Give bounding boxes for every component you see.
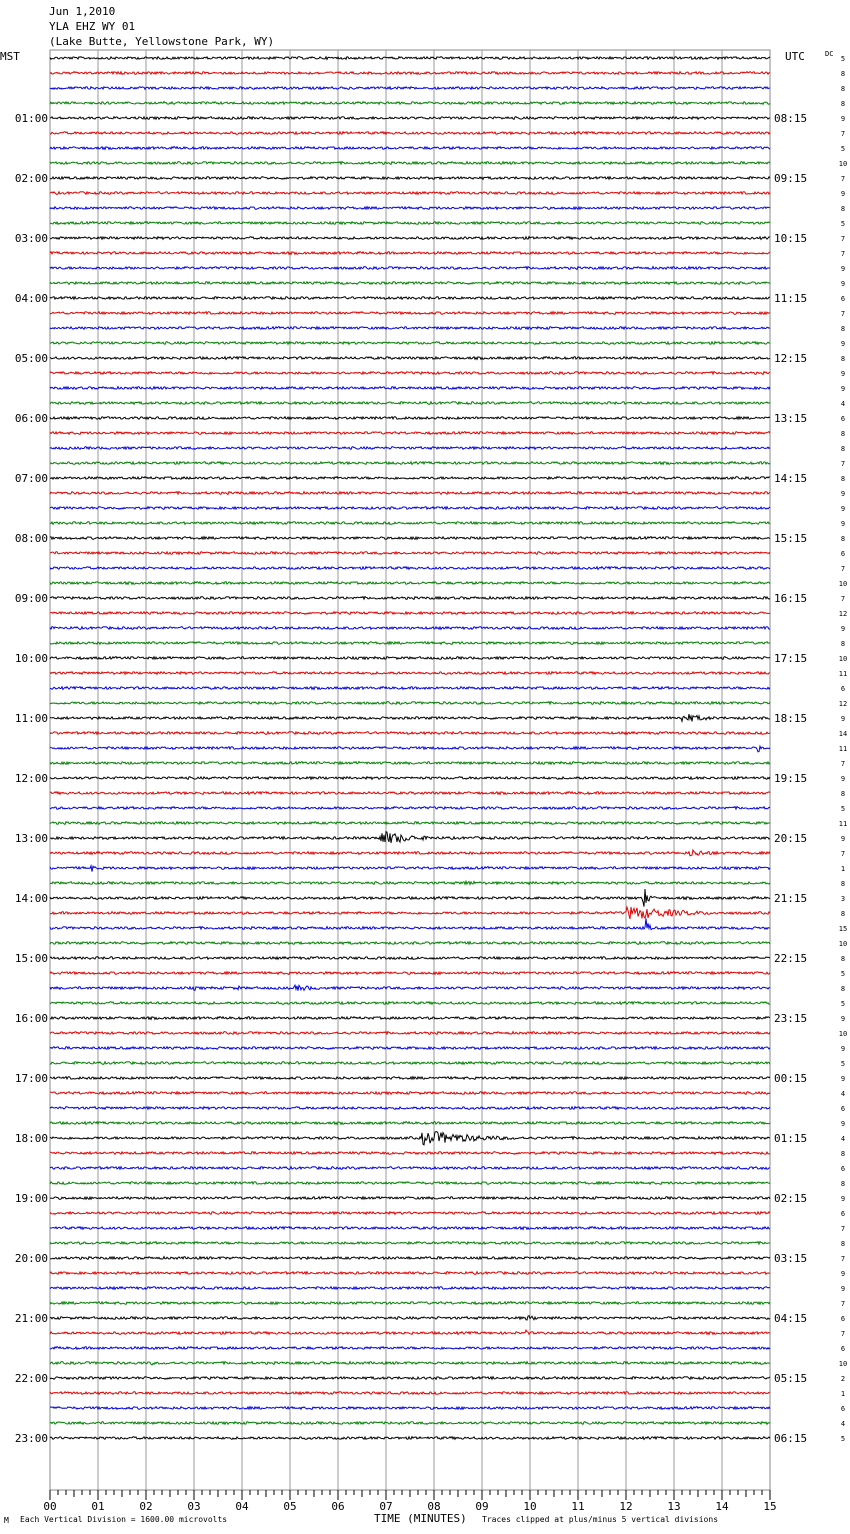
dc-offset-label: 7 — [840, 310, 846, 318]
seismic-trace — [50, 1377, 770, 1380]
seismic-trace — [50, 507, 770, 510]
mst-hour-label: 10:00 — [14, 652, 48, 665]
seismic-trace — [50, 1422, 770, 1425]
mst-hour-label: 19:00 — [14, 1192, 48, 1205]
dc-offset-label: 6 — [840, 550, 846, 558]
dc-offset-label: 7 — [840, 565, 846, 573]
dc-offset-label: 8 — [840, 475, 846, 483]
dc-offset-label: 6 — [840, 685, 846, 693]
seismic-trace — [50, 866, 770, 872]
utc-hour-label: 21:15 — [774, 892, 808, 905]
dc-offset-label: 8 — [840, 355, 846, 363]
dc-offset-label: 8 — [840, 985, 846, 993]
utc-hour-label: 00:15 — [774, 1072, 808, 1085]
dc-offset-label: 8 — [840, 70, 846, 78]
dc-offset-label: 8 — [840, 790, 846, 798]
dc-offset-label: 15 — [838, 925, 848, 933]
dc-offset-label: 7 — [840, 250, 846, 258]
seismic-trace — [50, 1330, 770, 1334]
mst-hour-label: 07:00 — [14, 472, 48, 485]
x-tick-label: 04 — [235, 1500, 249, 1513]
seismic-trace — [50, 72, 770, 75]
seismic-trace — [50, 732, 770, 735]
dc-offset-label: 10 — [838, 1360, 848, 1368]
dc-offset-label: 9 — [840, 1120, 846, 1128]
dc-offset-label: 7 — [840, 460, 846, 468]
seismic-trace — [50, 522, 770, 525]
seismic-trace — [50, 387, 770, 390]
seismic-trace — [50, 267, 770, 270]
x-tick-label: 15 — [763, 1500, 777, 1513]
dc-offset-label: 7 — [840, 235, 846, 243]
seismic-trace — [50, 282, 770, 285]
seismic-trace — [50, 1437, 770, 1440]
seismic-trace — [50, 746, 770, 752]
seismic-trace — [50, 117, 770, 120]
dc-offset-label: 12 — [838, 700, 848, 708]
seismic-trace — [50, 918, 770, 929]
mst-hour-label: 05:00 — [14, 352, 48, 365]
dc-offset-label: 9 — [840, 340, 846, 348]
dc-offset-label: 12 — [838, 610, 848, 618]
dc-offset-label: 9 — [840, 1195, 846, 1203]
dc-offset-label: 8 — [840, 880, 846, 888]
dc-offset-label: 6 — [840, 1105, 846, 1113]
dc-offset-label: 8 — [840, 640, 846, 648]
seismic-trace — [50, 57, 770, 60]
mst-hour-label: 23:00 — [14, 1432, 48, 1445]
seismic-trace — [50, 1197, 770, 1200]
dc-offset-label: 5 — [840, 1060, 846, 1068]
seismic-trace — [50, 177, 770, 180]
seismic-trace — [50, 237, 770, 240]
x-tick-label: 01 — [91, 1500, 105, 1513]
dc-offset-label: 9 — [840, 625, 846, 633]
dc-offset-label: 10 — [838, 1030, 848, 1038]
seismic-trace — [50, 1152, 770, 1155]
seismic-trace — [50, 312, 770, 315]
dc-header-label: DC — [825, 50, 834, 58]
mst-hour-label: 11:00 — [14, 712, 48, 725]
dc-offset-label: 9 — [840, 1285, 846, 1293]
dc-offset-label: 6 — [840, 1210, 846, 1218]
dc-offset-label: 6 — [840, 1405, 846, 1413]
plot-frame — [50, 50, 770, 1490]
dc-offset-label: 8 — [840, 100, 846, 108]
seismic-trace — [50, 1182, 770, 1185]
utc-hour-label: 23:15 — [774, 1012, 808, 1025]
x-tick-label: 07 — [379, 1500, 393, 1513]
chart-date: Jun 1,2010 — [49, 5, 116, 18]
x-tick-label: 10 — [523, 1500, 537, 1513]
time-axis — [43, 1490, 776, 1513]
dc-offset-label: 8 — [840, 430, 846, 438]
mst-hour-label: 18:00 — [14, 1132, 48, 1145]
dc-offset-label: 10 — [838, 940, 848, 948]
dc-offset-label: 6 — [840, 1345, 846, 1353]
seismic-trace — [50, 192, 770, 195]
seismic-trace — [50, 1362, 770, 1365]
dc-offset-label: 5 — [840, 970, 846, 978]
dc-offset-label: 1 — [840, 865, 846, 873]
mst-hour-label: 12:00 — [14, 772, 48, 785]
seismic-trace — [50, 850, 770, 856]
x-tick-label: 09 — [475, 1500, 489, 1513]
utc-hour-label: 16:15 — [774, 592, 808, 605]
x-tick-label: 03 — [187, 1500, 201, 1513]
seismic-trace — [50, 432, 770, 435]
seismic-trace — [50, 1212, 770, 1215]
utc-hour-label: 11:15 — [774, 292, 808, 305]
clip-note: Traces clipped at plus/minus 5 vertical divisions — [482, 1515, 719, 1524]
dc-offset-label: 7 — [840, 1300, 846, 1308]
utc-hour-label: 14:15 — [774, 472, 808, 485]
dc-offset-label: 3 — [840, 895, 846, 903]
utc-hour-label: 02:15 — [774, 1192, 808, 1205]
seismic-trace — [50, 972, 770, 975]
seismic-trace — [50, 1316, 770, 1320]
dc-offset-label: 8 — [840, 1180, 846, 1188]
dc-offset-label: 8 — [840, 1150, 846, 1158]
station-location: (Lake Butte, Yellowstone Park, WY) — [49, 35, 275, 48]
dc-offset-label: 6 — [840, 295, 846, 303]
utc-hour-label: 20:15 — [774, 832, 808, 845]
utc-hour-label: 12:15 — [774, 352, 808, 365]
x-tick-label: 00 — [43, 1500, 57, 1513]
x-tick-label: 14 — [715, 1500, 729, 1513]
dc-offset-label: 14 — [838, 730, 848, 738]
mst-hour-label: 03:00 — [14, 232, 48, 245]
dc-offset-label: 8 — [840, 535, 846, 543]
seismic-trace — [50, 985, 770, 991]
dc-offset-label: 7 — [840, 595, 846, 603]
seismic-trace — [50, 207, 770, 210]
seismic-trace — [50, 1092, 770, 1095]
seismic-trace — [50, 402, 770, 405]
seismic-trace — [50, 372, 770, 375]
dc-offset-label: 4 — [840, 400, 846, 408]
utc-label: UTC — [785, 50, 805, 63]
seismic-trace — [50, 1272, 770, 1275]
seismic-trace — [50, 552, 770, 555]
seismic-trace — [50, 567, 770, 570]
dc-offset-label: 9 — [840, 1045, 846, 1053]
dc-offset-label: 7 — [840, 760, 846, 768]
dc-offset-label: 5 — [840, 145, 846, 153]
seismic-trace — [50, 832, 770, 843]
dc-offset-label: 9 — [840, 1015, 846, 1023]
seismic-trace — [50, 1077, 770, 1080]
dc-offset-label: 9 — [840, 1075, 846, 1083]
dc-offset-label: 11 — [838, 820, 848, 828]
dc-offset-label: 10 — [838, 580, 848, 588]
seismic-trace — [50, 1227, 770, 1230]
seismic-trace — [50, 102, 770, 105]
mst-hour-label: 14:00 — [14, 892, 48, 905]
seismic-trace — [50, 162, 770, 165]
dc-offset-label: 9 — [840, 775, 846, 783]
mst-label: MST — [0, 50, 20, 63]
dc-offset-label: 2 — [840, 1375, 846, 1383]
seismic-trace — [50, 1047, 770, 1050]
seismic-trace — [50, 462, 770, 465]
mst-hour-label: 06:00 — [14, 412, 48, 425]
seismic-trace — [50, 1287, 770, 1290]
dc-offset-label: 9 — [840, 370, 846, 378]
dc-offset-label: 6 — [840, 1165, 846, 1173]
dc-offset-label: 1 — [840, 1390, 846, 1398]
seismic-trace — [50, 702, 770, 705]
seismic-trace — [50, 957, 770, 960]
dc-offset-label: 8 — [840, 85, 846, 93]
dc-offset-label: 11 — [838, 745, 848, 753]
seismic-trace — [50, 612, 770, 615]
x-tick-label: 13 — [667, 1500, 681, 1513]
utc-hour-label: 06:15 — [774, 1432, 808, 1445]
seismic-trace — [50, 537, 770, 540]
dc-offset-label: 9 — [840, 715, 846, 723]
seismic-trace — [50, 1302, 770, 1305]
seismic-trace — [50, 687, 770, 690]
dc-offset-label: 9 — [840, 280, 846, 288]
mst-hour-label: 15:00 — [14, 952, 48, 965]
seismic-trace — [50, 907, 770, 919]
mst-hour-label: 21:00 — [14, 1312, 48, 1325]
seismic-trace — [50, 87, 770, 90]
seismic-trace — [50, 327, 770, 330]
seismic-trace — [50, 762, 770, 765]
seismic-trace — [50, 657, 770, 660]
mst-hour-label: 22:00 — [14, 1372, 48, 1385]
seismic-trace — [50, 297, 770, 300]
x-tick-label: 12 — [619, 1500, 633, 1513]
dc-offset-label: 5 — [840, 220, 846, 228]
dc-offset-label: 5 — [840, 55, 846, 63]
utc-hour-label: 01:15 — [774, 1132, 808, 1145]
seismic-trace — [50, 447, 770, 450]
utc-hour-label: 17:15 — [774, 652, 808, 665]
seismic-trace — [50, 1062, 770, 1065]
seismic-trace — [50, 597, 770, 600]
seismic-trace — [50, 1107, 770, 1110]
seismic-trace — [50, 222, 770, 225]
seismic-trace — [50, 642, 770, 645]
seismic-trace — [50, 889, 770, 907]
dc-offset-label: 7 — [840, 130, 846, 138]
dc-offset-label: 10 — [838, 160, 848, 168]
mst-hour-label: 01:00 — [14, 112, 48, 125]
seismic-trace — [50, 822, 770, 825]
dc-offset-label: 9 — [840, 265, 846, 273]
dc-offset-label: 9 — [840, 520, 846, 528]
dc-offset-label: 11 — [838, 670, 848, 678]
utc-hour-label: 15:15 — [774, 532, 808, 545]
utc-hour-label: 05:15 — [774, 1372, 808, 1385]
dc-offset-label: 7 — [840, 850, 846, 858]
dc-offset-label: 8 — [840, 955, 846, 963]
x-axis-title: TIME (MINUTES) — [374, 1512, 467, 1525]
seismic-trace — [50, 1257, 770, 1260]
dc-offset-label: 9 — [840, 190, 846, 198]
utc-hour-label: 10:15 — [774, 232, 808, 245]
utc-hour-label: 08:15 — [774, 112, 808, 125]
seismic-trace — [50, 252, 770, 255]
seismic-trace — [50, 1167, 770, 1170]
scale-note: Each Vertical Division = 1600.00 microvolts — [20, 1515, 228, 1524]
dc-offset-label: 8 — [840, 205, 846, 213]
seismic-trace — [50, 777, 770, 780]
seismic-trace — [50, 1032, 770, 1035]
dc-offset-label: 8 — [840, 1240, 846, 1248]
mst-hour-label: 16:00 — [14, 1012, 48, 1025]
corner-mark: M — [4, 1516, 9, 1525]
x-tick-label: 08 — [427, 1500, 441, 1513]
dc-offset-label: 8 — [840, 445, 846, 453]
dc-offset-label: 5 — [840, 1435, 846, 1443]
seismic-trace — [50, 1002, 770, 1005]
seismic-trace — [50, 477, 770, 480]
dc-offset-label: 7 — [840, 1330, 846, 1338]
mst-hour-label: 17:00 — [14, 1072, 48, 1085]
mst-hour-label: 13:00 — [14, 832, 48, 845]
seismic-trace — [50, 132, 770, 135]
seismic-trace — [50, 1017, 770, 1020]
utc-hour-label: 03:15 — [774, 1252, 808, 1265]
dc-offset-label: 8 — [840, 910, 846, 918]
dc-offset-label: 6 — [840, 1315, 846, 1323]
minute-gridlines — [50, 50, 770, 1490]
utc-hour-label: 22:15 — [774, 952, 808, 965]
seismic-trace — [50, 714, 770, 721]
dc-offset-label: 4 — [840, 1090, 846, 1098]
seismic-trace — [50, 147, 770, 150]
seismic-trace — [50, 1122, 770, 1125]
dc-offset-label: 4 — [840, 1135, 846, 1143]
seismic-trace — [50, 1392, 770, 1395]
seismic-trace — [50, 942, 770, 945]
seismic-trace — [50, 417, 770, 420]
dc-offset-label: 6 — [840, 415, 846, 423]
seismic-trace — [50, 342, 770, 345]
mst-hour-label: 02:00 — [14, 172, 48, 185]
seismic-trace — [50, 582, 770, 585]
dc-offset-label: 5 — [840, 1000, 846, 1008]
dc-offset-label: 9 — [840, 490, 846, 498]
dc-offset-label: 10 — [838, 655, 848, 663]
seismic-trace — [50, 627, 770, 630]
x-tick-label: 05 — [283, 1500, 297, 1513]
seismic-trace — [50, 881, 770, 884]
dc-offset-label: 9 — [840, 385, 846, 393]
dc-offset-label: 7 — [840, 175, 846, 183]
seismic-trace — [50, 807, 770, 810]
mst-hour-label: 09:00 — [14, 592, 48, 605]
dc-offset-label: 9 — [840, 835, 846, 843]
seismic-traces — [50, 57, 770, 1440]
seismic-trace — [50, 792, 770, 795]
seismic-trace — [50, 1347, 770, 1350]
dc-offset-label: 9 — [840, 115, 846, 123]
dc-offset-label: 4 — [840, 1420, 846, 1428]
utc-hour-label: 13:15 — [774, 412, 808, 425]
seismic-trace — [50, 1132, 770, 1145]
seismic-trace — [50, 1407, 770, 1410]
seismic-trace — [50, 1242, 770, 1245]
dc-offset-label: 7 — [840, 1255, 846, 1263]
mst-hour-label: 20:00 — [14, 1252, 48, 1265]
mst-hour-label: 04:00 — [14, 292, 48, 305]
dc-offset-label: 8 — [840, 325, 846, 333]
x-tick-label: 02 — [139, 1500, 153, 1513]
dc-offset-label: 5 — [840, 805, 846, 813]
seismic-trace — [50, 672, 770, 675]
x-tick-label: 06 — [331, 1500, 345, 1513]
utc-hour-label: 19:15 — [774, 772, 808, 785]
mst-hour-label: 08:00 — [14, 532, 48, 545]
utc-hour-label: 18:15 — [774, 712, 808, 725]
seismic-trace — [50, 357, 770, 360]
x-tick-label: 11 — [571, 1500, 585, 1513]
seismic-trace — [50, 492, 770, 495]
dc-offset-label: 9 — [840, 505, 846, 513]
dc-offset-label: 7 — [840, 1225, 846, 1233]
utc-hour-label: 04:15 — [774, 1312, 808, 1325]
dc-offset-label: 9 — [840, 1270, 846, 1278]
station-code: YLA EHZ WY 01 — [49, 20, 136, 33]
utc-hour-label: 09:15 — [774, 172, 808, 185]
